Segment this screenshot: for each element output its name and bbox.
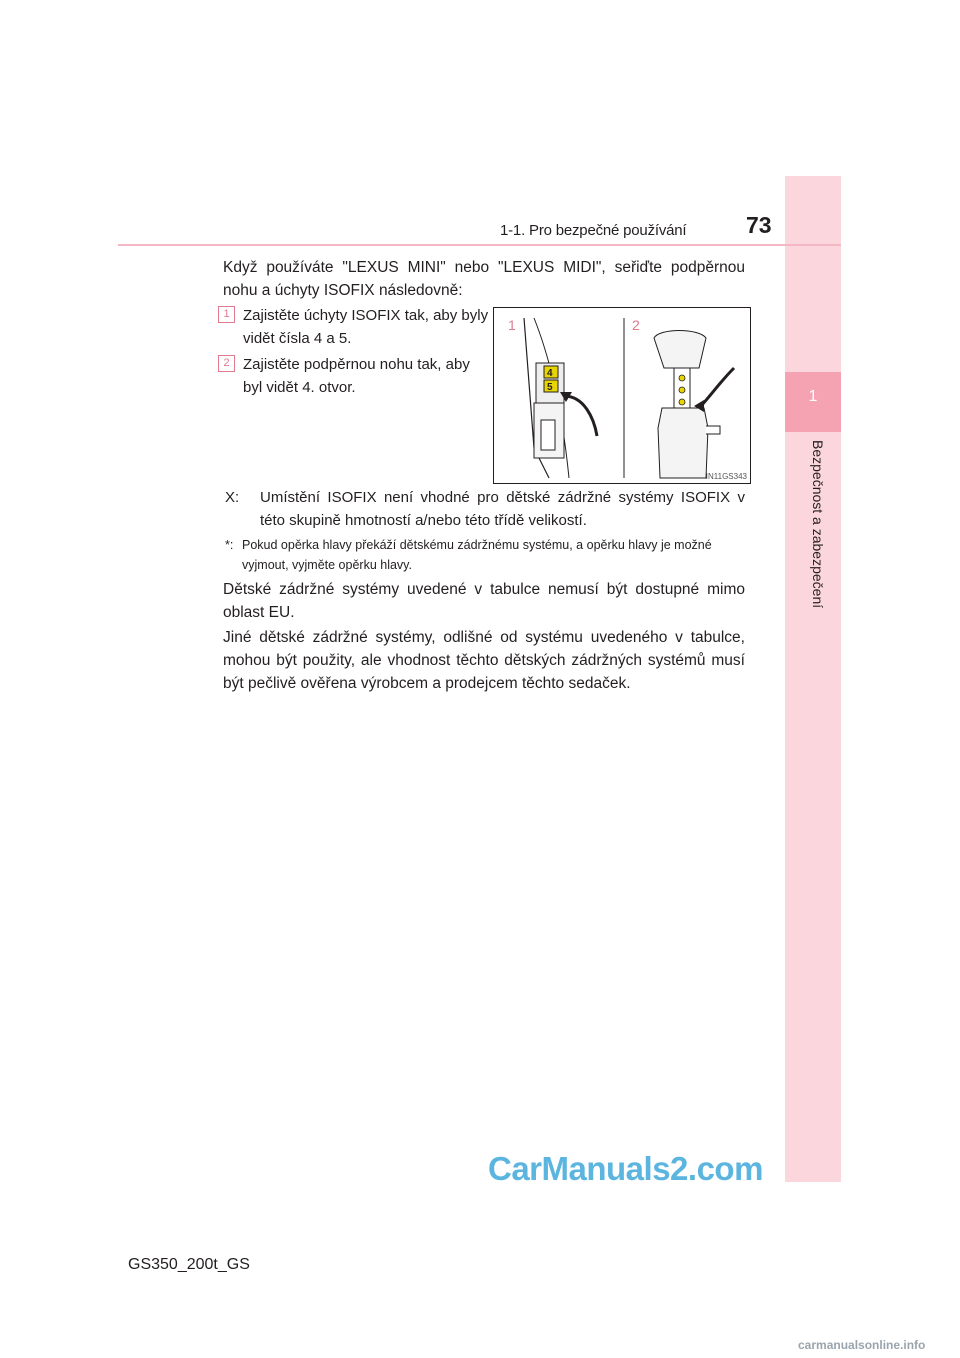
footnote-key: *:	[225, 538, 234, 552]
page-number: 73	[746, 212, 772, 238]
note-x-text: Umístění ISOFIX není vhodné pro dětské zádržné systémy ISOFIX v této skupině hmotností a/nebo této třídě velikostí.	[260, 489, 745, 529]
step-number: 2	[218, 355, 235, 372]
watermark-carmanualsonline[interactable]: carmanualsonline.info	[798, 1338, 926, 1352]
side-tab-number: 1	[808, 388, 818, 405]
step-text: Zajistěte podpěrnou nohu tak, aby byl vidět 4. otvor.	[243, 356, 470, 396]
header-rule	[118, 244, 841, 246]
paragraph-availability: Dětské zádržné systémy uvedené v tabulce nemusí být dostupné mimo oblast EU.	[223, 581, 745, 621]
digit-4: 4	[547, 368, 553, 379]
figure-code: IN11GS343	[705, 472, 747, 481]
section-title: 1-1. Pro bezpečné používání	[500, 222, 687, 239]
step-text: Zajistěte úchyty ISOFIX tak, aby byly vidět čísla 4 a 5.	[243, 307, 489, 347]
isofix-illustration	[493, 307, 751, 484]
figure-callout-1: 1	[508, 317, 516, 333]
intro-text: Když používáte "LEXUS MINI" nebo "LEXUS MIDI", seřiďte podpěrnou nohu a úchyty ISOFIX následovně:	[223, 259, 745, 299]
note-x-key: X:	[225, 489, 240, 506]
paragraph-other-systems: Jiné dětské zádržné systémy, odlišné od systému uvedeného v tabulce, mohou být použity, ale vhodnost těchto dětských zádržných systémů musí být pečlivě ověřena výrobcem a prodejcem těchto sedaček.	[223, 629, 745, 692]
digit-5: 5	[547, 382, 553, 393]
footnote-text: Pokud opěrka hlavy překáží dětskému zádržnému systému, a opěrku hlavy je možné vyjmout, vyjměte opěrku hlavy.	[242, 538, 712, 572]
step-number: 1	[218, 306, 235, 323]
footer-model: GS350_200t_GS	[128, 1256, 250, 1273]
side-tab	[785, 176, 841, 1182]
watermark-carmanuals2[interactable]: CarManuals2.com	[488, 1150, 763, 1187]
side-tab-label: Bezpečnost a zabezpečení	[810, 440, 826, 609]
figure-callout-2: 2	[632, 317, 640, 333]
